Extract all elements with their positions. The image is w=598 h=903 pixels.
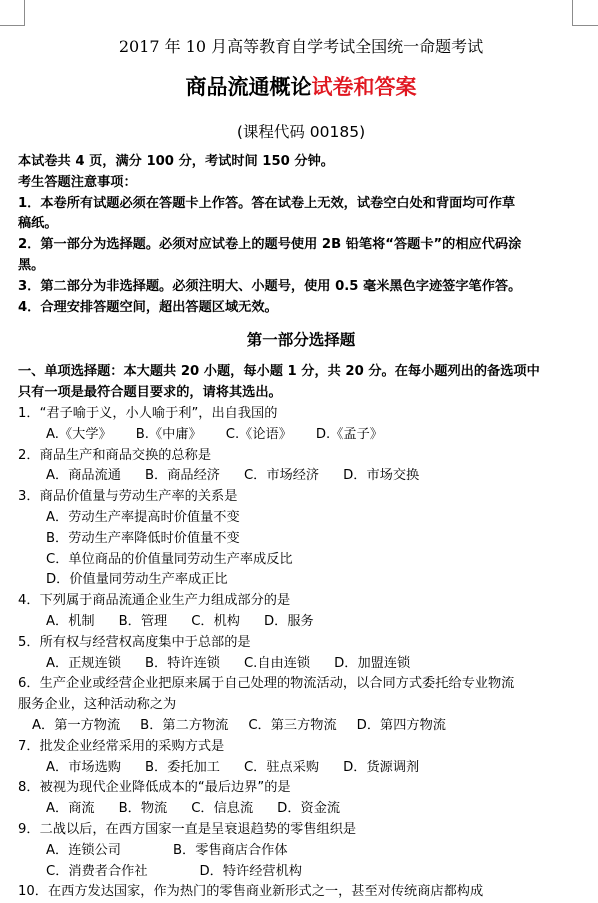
answer-option: C．单位商品的价值量同劳动生产率成反比 [46,551,293,567]
answer-option: D．加盟连锁 [334,655,411,671]
option-row [18,654,584,675]
course-code: (课程代码 00185) [236,123,366,141]
option-row [18,841,584,862]
answer-option: A．连锁公司 [46,842,121,858]
section-intro: 只有一项是最符合题目要求的，请将其选出。 [18,385,282,401]
question-stem: 4．下列属于商品流通企业生产力组成部分的是 [18,593,291,609]
option-row [18,862,584,883]
answer-option: A．劳动生产率提高时价值量不变 [46,509,240,525]
answer-option: D．特许经营机构 [199,863,302,879]
answer-option: D.《孟子》 [315,426,383,442]
answer-option: B．劳动生产率降低时价值量不变 [46,530,240,546]
answer-option: D．第四方物流 [356,717,446,733]
answer-option: B．第二方物流 [140,717,229,733]
answer-option: A．商品流通 [46,468,121,484]
option-row [18,466,584,487]
option-row [18,508,584,529]
answer-option: D．资金流 [277,801,341,817]
answer-option: A．市场选购 [46,759,121,775]
answer-option: C．消费者合作社 [46,863,148,879]
notice-line: 稿纸。 [18,216,58,232]
answer-option: A．商流 [46,801,95,817]
answer-option: A．机制 [46,613,95,629]
section-title: 第一部分选择题 [246,331,356,350]
answer-option: D．价值量同劳动生产率成正比 [46,572,228,588]
answer-option: B．零售商店合作体 [172,842,288,858]
exam-header-line: 2017 年 10 月高等教育自学考试全国统一命题考试 [118,37,484,56]
answer-option: A.《大学》 [46,426,112,442]
notice-line: 2．第一部分为选择题。必须对应试卷上的题号使用 2B 铅笔将“答题卡”的相应代码涂 [18,237,522,253]
answer-option: B．物流 [118,801,168,817]
answer-option: B．特许连锁 [144,655,220,671]
exam-title [18,62,584,112]
answer-option: B．管理 [118,613,168,629]
answer-option: D．服务 [263,613,314,629]
answer-option: A．第一方物流 [32,717,121,733]
option-row [18,758,584,779]
question-stem: 2．商品生产和商品交换的总称是 [18,447,212,463]
exam-summary: 本试卷共 4 页，满分 100 分，考试时间 150 分钟。 [18,154,334,169]
answer-option: B．商品经济 [144,468,220,484]
answer-option: C．机构 [191,613,240,629]
question-stem: 6．生产企业或经营企业把原来属于自己处理的物流活动，以合同方式委托给专业物流 [18,676,515,692]
notice-line: 4．合理安排答题空间，超出答题区域无效。 [18,299,278,315]
title-subject: 商品流通概论 [185,75,312,99]
answer-option: C．信息流 [191,801,254,817]
answer-option: B．委托加工 [144,759,220,775]
answer-option: C．驻点采购 [243,759,320,775]
exam-page [18,32,584,903]
option-row [18,612,584,633]
option-row [18,570,584,591]
section-intro: 一、单项选择题：本大题共 20 小题，每小题 1 分，共 20 分。在每小题列出的备选项中 [18,364,540,380]
answer-option: A．正规连锁 [46,655,121,671]
question-stem: 1．“君子喻于义，小人喻于利”，出自我国的 [18,405,278,421]
crop-mark-right-vertical [572,0,573,26]
crop-mark-right-horizontal [572,25,598,26]
question-stem: 7．批发企业经常采用的采购方式是 [18,738,225,754]
notice-list [18,194,584,319]
notice-line: 3．第二部分为非选择题。必须注明大、小题号，使用 0.5 毫米黑色字迹签字笔作答。 [18,278,522,294]
option-row [18,529,584,550]
question-stem-continued: 服务企业，这种活动称之为 [18,697,177,713]
answer-option: C.自由连锁 [243,655,311,671]
option-row [18,550,584,571]
option-row [18,799,584,820]
answer-option: D．市场交换 [343,468,420,484]
notice-line: 1．本卷所有试题必须在答题卡上作答。答在试卷上无效，试卷空白处和背面均可作草 [18,195,516,211]
question-stem: 9．二战以后，在西方国家一直是呈衰退趋势的零售组织是 [18,821,357,837]
answer-option: C.《论语》 [225,426,292,442]
notice-line: 黑。 [18,257,45,273]
notice-heading: 考生答题注意事项： [18,174,137,190]
question-stem: 8．被视为现代企业降低成本的“最后边界”的是 [18,780,291,796]
option-row [18,425,584,446]
answer-option: C．第三方物流 [248,717,337,733]
option-row [18,716,584,737]
answer-option: D．货源调剂 [343,759,420,775]
crop-mark-left-vertical [24,0,25,26]
question-stem: 5．所有权与经营权高度集中于总部的是 [18,634,251,650]
question-list [18,404,584,903]
question-stem: 10．在西方发达国家，作为热门的零售商业新形式之一，甚至对传统商店都构成 [18,884,484,900]
answer-option: C．市场经济 [243,468,320,484]
answer-option: B.《中庸》 [135,426,202,442]
title-highlight: 试卷和答案 [311,75,417,99]
crop-mark-left-horizontal [0,25,25,26]
question-stem: 3．商品价值量与劳动生产率的关系是 [18,489,238,505]
